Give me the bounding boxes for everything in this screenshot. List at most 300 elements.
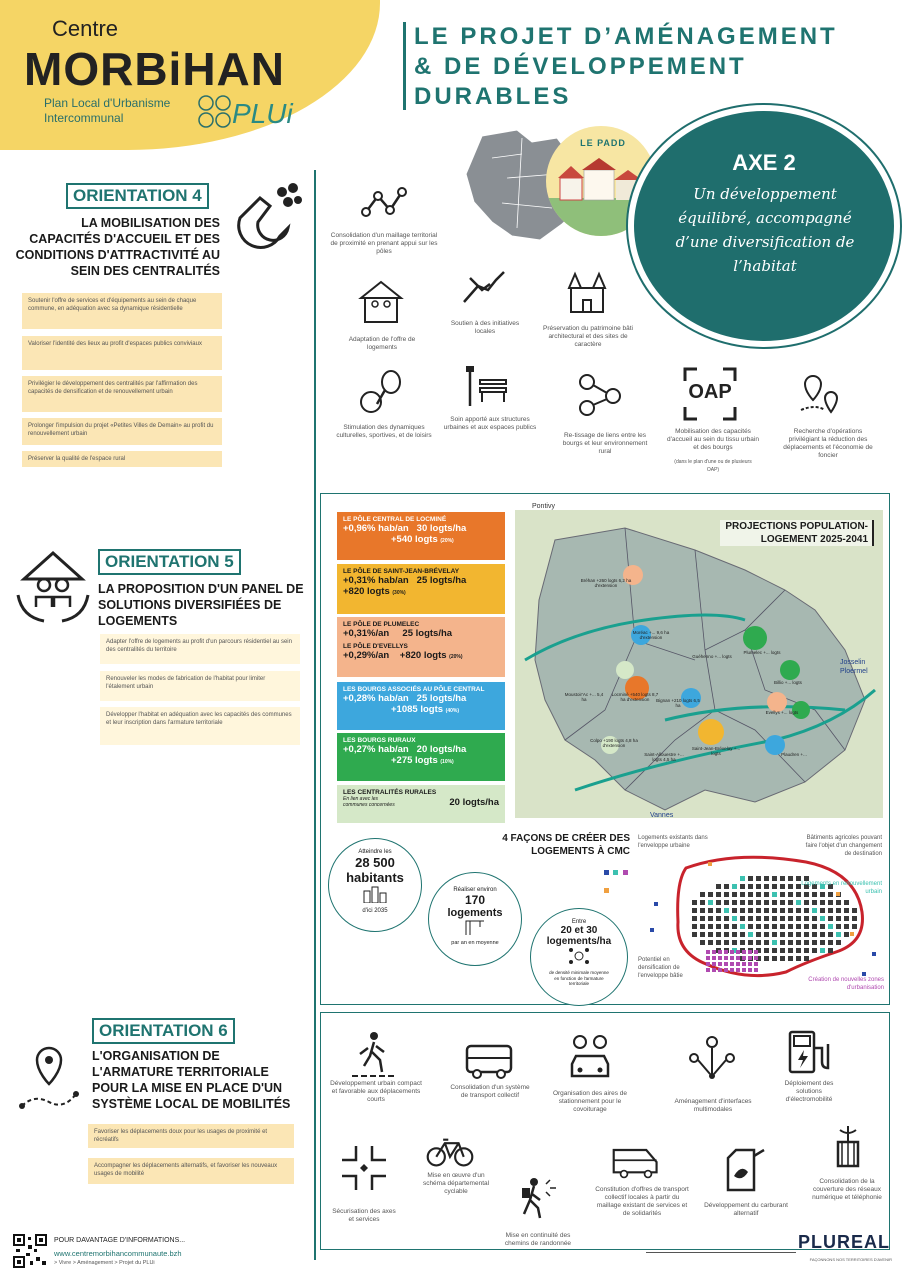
dwelling-square bbox=[732, 884, 737, 889]
icon-caption: Soin apporté aux structures urbaines et aux espaces publics bbox=[443, 416, 537, 431]
dwelling-square bbox=[772, 924, 777, 929]
projections-map bbox=[515, 510, 883, 818]
dwelling-square bbox=[764, 940, 769, 945]
bench-icon bbox=[462, 362, 510, 410]
dwelling-square bbox=[716, 916, 721, 921]
oap-icon bbox=[683, 367, 737, 421]
links-icon bbox=[575, 372, 623, 420]
four-ways-label: Potentiel en densification de l'enveloppe bâtie bbox=[638, 957, 683, 979]
dwelling-square bbox=[718, 962, 722, 966]
dwelling-square bbox=[788, 876, 793, 881]
dwelling-square bbox=[796, 956, 801, 961]
dwelling-square bbox=[812, 948, 817, 953]
dwelling-square bbox=[764, 892, 769, 897]
dwelling-square bbox=[724, 908, 729, 913]
bus-icon bbox=[465, 1036, 513, 1084]
dwelling-square bbox=[748, 950, 752, 954]
dwelling-square bbox=[740, 900, 745, 905]
dwelling-square bbox=[712, 956, 716, 960]
brand-plui: PLUi bbox=[232, 98, 293, 129]
dwelling-square bbox=[754, 962, 758, 966]
stat-centralites-rurales: LES CENTRALITÉS RURALES En lien avec les communes concernées 20 logts/ha bbox=[337, 785, 505, 823]
dwelling-square bbox=[788, 884, 793, 889]
dwelling-square bbox=[836, 908, 841, 913]
plureal-logo: PLUREAL bbox=[798, 1232, 890, 1252]
dwelling-square bbox=[724, 962, 728, 966]
icon-caption: Mise en œuvre d'un schéma départemental cyclable bbox=[422, 1172, 490, 1195]
housing-target: Réaliser environ 170 logements par an en moyenne bbox=[428, 872, 522, 966]
dwelling-square bbox=[836, 932, 841, 937]
map-commune-label: Moréac +... 9,6 ha d'extension bbox=[632, 630, 670, 640]
pedestrian-icon bbox=[350, 1030, 398, 1078]
dwelling-square bbox=[754, 950, 758, 954]
dwelling-square bbox=[772, 892, 777, 897]
dwelling-square bbox=[756, 876, 761, 881]
dwelling-square bbox=[692, 916, 697, 921]
dwelling-square bbox=[796, 932, 801, 937]
dwelling-square bbox=[742, 950, 746, 954]
dwelling-square bbox=[748, 968, 752, 972]
orientation-6-text: L'ORGANISATION DE L'ARMATURE TERRITORIALE POUR LA MISE EN PLACE D'UN SYSTÈME LOCAL DE MOBILITÉS bbox=[92, 1049, 291, 1111]
dwelling-square bbox=[828, 916, 833, 921]
dwelling-square bbox=[756, 924, 761, 929]
dwelling-square bbox=[700, 940, 705, 945]
icon-caption: Stimulation des dynamiques culturelles, sportives, et de loisirs bbox=[336, 424, 432, 439]
dwelling-square bbox=[748, 884, 753, 889]
dwelling-square bbox=[844, 916, 849, 921]
dwelling-square bbox=[742, 962, 746, 966]
dwelling-square bbox=[724, 940, 729, 945]
dwelling-square bbox=[788, 916, 793, 921]
dwelling-square bbox=[756, 908, 761, 913]
dwelling-square bbox=[692, 900, 697, 905]
dwelling-square bbox=[724, 900, 729, 905]
dwelling-square bbox=[796, 908, 801, 913]
dwelling-square bbox=[828, 924, 833, 929]
dwelling-square bbox=[812, 924, 817, 929]
van-icon bbox=[612, 1138, 660, 1186]
icon-caption: Consolidation d'un maillage territorial de proximité en prenant appui sur les pôles bbox=[330, 232, 438, 255]
handshake-icon bbox=[460, 262, 508, 310]
dwelling-square bbox=[788, 948, 793, 953]
dwelling-square bbox=[732, 916, 737, 921]
icon-caption: Adaptation de l'offre de logements bbox=[348, 336, 416, 351]
icon-caption: Préservation du patrimoine bâti architectural et des sites de caractère bbox=[543, 325, 633, 348]
family-hands-icon bbox=[14, 545, 92, 625]
padd-label: LE PADD bbox=[580, 138, 626, 148]
plureal-tagline: FAÇONNONS NOS TERRITOIRES D'AVENIR bbox=[809, 1257, 892, 1262]
dwelling-square bbox=[844, 932, 849, 937]
dwelling-square bbox=[716, 932, 721, 937]
icon-caption: Mise en continuité des chemins de randonnée bbox=[504, 1232, 572, 1247]
dwelling-square bbox=[820, 916, 825, 921]
dwelling-square bbox=[740, 908, 745, 913]
dwelling-square bbox=[820, 908, 825, 913]
map-label-vannes: Vannes bbox=[650, 812, 674, 819]
crossroad-icon bbox=[340, 1144, 388, 1192]
dwelling-square bbox=[732, 892, 737, 897]
dwelling-square bbox=[756, 892, 761, 897]
dwelling-square bbox=[700, 932, 705, 937]
dwelling-square bbox=[730, 962, 734, 966]
dwelling-square bbox=[756, 940, 761, 945]
map-commune-label: Guéhenno +... logts bbox=[692, 654, 732, 659]
dwelling-square bbox=[700, 908, 705, 913]
icon-caption: Déploiement des solutions d'électromobilité bbox=[784, 1080, 834, 1103]
dwelling-square bbox=[820, 940, 825, 945]
dwelling-square bbox=[708, 932, 713, 937]
dwelling-square bbox=[780, 884, 785, 889]
sports-icon bbox=[357, 368, 405, 416]
orientation-5-bullet-2: Renouveler les modes de fabrication de l'habitat pour limiter l'étalement urbain bbox=[100, 671, 300, 701]
dwelling-square bbox=[756, 932, 761, 937]
hiker-icon bbox=[510, 1174, 558, 1222]
dwelling-square bbox=[708, 892, 713, 897]
dwelling-square bbox=[724, 884, 729, 889]
dwelling-square bbox=[828, 932, 833, 937]
orientation-4-bullet-1: Soutenir l'offre de services et d'équipements au sein de chaque commune, en adéquation avec sa dynamique résidentielle bbox=[22, 293, 222, 329]
axe-subtitle: Un développement équilibré, accompagné d’une diversification de l’habitat bbox=[675, 185, 855, 275]
dwelling-square bbox=[796, 940, 801, 945]
dwelling-square bbox=[740, 932, 745, 937]
dwelling-square bbox=[772, 900, 777, 905]
buildings-icon bbox=[362, 885, 388, 903]
dwelling-square bbox=[796, 924, 801, 929]
dwelling-square bbox=[764, 932, 769, 937]
brand-morbihan: MORBiHAN bbox=[24, 43, 285, 95]
dwelling-square bbox=[780, 924, 785, 929]
stat-saint-jean: LE PÔLE DE SAINT-JEAN-BRÉVELAY +0,31% hab/an 25 logts/ha +820 logts (30%) bbox=[337, 564, 505, 614]
footer-divider bbox=[646, 1252, 796, 1253]
oap-label: OAP bbox=[688, 381, 732, 403]
stat-bourgs-ruraux: LES BOURGS RURAUX +0,27% hab/an 20 logts/ha +275 logts (10%) bbox=[337, 733, 505, 781]
orientation-5-bullet-1: Adapter l'offre de logements au profit d'un parcours résidentiel au sein des centralités du territoire bbox=[100, 634, 300, 664]
map-commune-label: Bignan +210 logts 6,5 ha bbox=[656, 698, 700, 708]
qr-code-icon bbox=[12, 1233, 48, 1269]
dwelling-square bbox=[804, 940, 809, 945]
dwelling-square bbox=[724, 950, 728, 954]
plui-logo-icon bbox=[198, 95, 232, 129]
dwelling-square bbox=[812, 940, 817, 945]
icon-caption: Consolidation de la couverture des réseaux numérique et téléphonie bbox=[812, 1178, 882, 1201]
footer-path: > Vivre > Aménagement > Projet du PLUi bbox=[54, 1260, 155, 1266]
dwelling-square bbox=[740, 884, 745, 889]
orientation-4-text: LA MOBILISATION DES CAPACITÉS D'ACCUEIL ET DES CONDITIONS D'ATTRACTIVITÉ AU SEIN DES CENTRALITÉS bbox=[15, 216, 220, 278]
dwelling-square bbox=[724, 892, 729, 897]
dwelling-square bbox=[708, 908, 713, 913]
dwelling-square bbox=[836, 916, 841, 921]
dwelling-square bbox=[756, 884, 761, 889]
dwelling-square bbox=[700, 924, 705, 929]
stat-locmine: LE PÔLE CENTRAL DE LOCMINÉ +0,96% hab/an 30 logts/ha +540 logts (20%) bbox=[337, 512, 505, 560]
dwelling-square bbox=[724, 968, 728, 972]
dwelling-square bbox=[748, 924, 753, 929]
dwelling-square bbox=[804, 924, 809, 929]
dwelling-square bbox=[712, 962, 716, 966]
dwelling-square bbox=[788, 932, 793, 937]
dwelling-square bbox=[780, 892, 785, 897]
dwelling-square bbox=[756, 916, 761, 921]
dwelling-square bbox=[804, 916, 809, 921]
dwelling-square bbox=[764, 956, 769, 961]
brand-centre: Centre bbox=[52, 16, 119, 41]
dwelling-square bbox=[748, 908, 753, 913]
density-icon bbox=[568, 947, 590, 965]
dwelling-square bbox=[732, 940, 737, 945]
title-bar bbox=[403, 22, 406, 110]
icon-note: (dans le plan d'une ou de plusieurs OAP) bbox=[674, 459, 752, 473]
dwelling-square bbox=[780, 916, 785, 921]
castle-icon bbox=[563, 268, 611, 316]
icon-caption: Développement du carburant alternatif bbox=[704, 1202, 788, 1217]
dwelling-square bbox=[742, 956, 746, 960]
dwelling-square bbox=[844, 924, 849, 929]
icon-caption: Consolidation d'un système de transport collectif bbox=[450, 1084, 530, 1099]
dwelling-square bbox=[820, 900, 825, 905]
dwelling-square bbox=[748, 962, 752, 966]
dwelling-square bbox=[716, 940, 721, 945]
dwelling-square bbox=[764, 884, 769, 889]
dwelling-square bbox=[764, 876, 769, 881]
map-pins-icon bbox=[795, 370, 843, 418]
map-commune-label: Saint-Jean-Brévelay +... logts bbox=[691, 746, 741, 756]
dwelling-square bbox=[820, 924, 825, 929]
fiber-icon bbox=[824, 1122, 872, 1170]
four-ways-title: 4 FAÇONS DE CRÉER DES LOGEMENTS À CMC bbox=[502, 833, 630, 857]
dwelling-square bbox=[736, 962, 740, 966]
dwelling-square bbox=[712, 968, 716, 972]
map-commune-label: Saint-Allouestre +... logts 4,5 ha bbox=[644, 752, 684, 762]
bicycle-icon bbox=[426, 1126, 474, 1174]
carpool-icon bbox=[566, 1034, 614, 1082]
dwelling-square bbox=[788, 900, 793, 905]
dwelling-square bbox=[716, 892, 721, 897]
dwelling-square bbox=[828, 908, 833, 913]
dwelling-square bbox=[796, 900, 801, 905]
route-pins-icon bbox=[14, 1044, 84, 1114]
dwelling-square bbox=[748, 956, 752, 960]
dwelling-square bbox=[724, 932, 729, 937]
dwelling-square bbox=[708, 916, 713, 921]
dwelling-square bbox=[796, 916, 801, 921]
dwelling-square bbox=[804, 956, 809, 961]
dwelling-square bbox=[740, 892, 745, 897]
map-commune-label: Bréhan +260 logts 6,2 ha d'extension bbox=[580, 578, 632, 588]
family-house-icon bbox=[357, 278, 405, 326]
dwelling-square bbox=[812, 932, 817, 937]
map-commune-label: Billio +... logts bbox=[774, 680, 802, 685]
orientation-5-label: ORIENTATION 5 bbox=[98, 549, 241, 575]
dwelling-square bbox=[836, 900, 841, 905]
dwelling-square bbox=[756, 900, 761, 905]
orientation-6-label: ORIENTATION 6 bbox=[92, 1018, 235, 1044]
dwelling-square bbox=[748, 892, 753, 897]
dwelling-square bbox=[852, 916, 857, 921]
map-commune-label: Locminé +540 logts 8,7 ha d'extension bbox=[611, 692, 659, 702]
map-commune-label: Moustoir'Ac +... 5,4 ha bbox=[564, 692, 604, 702]
dwelling-square bbox=[772, 940, 777, 945]
dwelling-square bbox=[754, 956, 758, 960]
network-icon bbox=[360, 180, 408, 228]
dwelling-square bbox=[654, 902, 658, 906]
dwelling-square bbox=[736, 950, 740, 954]
dwelling-square bbox=[718, 950, 722, 954]
map-commune-label: Colpo +190 logts 4,8 ha d'extension bbox=[590, 738, 638, 748]
four-ways-swatches bbox=[604, 862, 634, 868]
fuel-can-icon bbox=[720, 1146, 768, 1194]
density-target: Entre 20 et 30 logements/ha de densité minimale moyenne en fonction de l'armature territoriale bbox=[530, 908, 628, 1006]
orientation-6-bullet-2: Accompagner les déplacements alternatifs, et favoriser les nouveaux usages de mobilité bbox=[88, 1158, 294, 1184]
dwelling-square bbox=[736, 968, 740, 972]
icon-caption: Soutien à des initiatives locales bbox=[450, 320, 520, 335]
dwelling-square bbox=[812, 908, 817, 913]
stat-plumelec-evellys: LE PÔLE DE PLUMELEC +0,31%/an 25 logts/ha LE PÔLE D'EVELLYS +0,29%/an +820 logts (20%) bbox=[337, 617, 505, 677]
dwelling-square bbox=[692, 908, 697, 913]
dwelling-square bbox=[712, 950, 716, 954]
dwelling-square bbox=[780, 948, 785, 953]
dwelling-square bbox=[788, 940, 793, 945]
dwelling-square bbox=[706, 950, 710, 954]
dwelling-square bbox=[804, 908, 809, 913]
page-title: LE PROJET D’AMÉNAGEMENT & DE DÉVELOPPEMENT DURABLES bbox=[414, 23, 838, 110]
dwelling-square bbox=[780, 932, 785, 937]
four-ways-label: Création de nouvelles zones d'urbanisation bbox=[808, 977, 884, 991]
dwelling-square bbox=[804, 932, 809, 937]
dwelling-square bbox=[748, 900, 753, 905]
dwelling-square bbox=[772, 916, 777, 921]
dwelling-square bbox=[788, 956, 793, 961]
orientation-5-bullet-3: Développer l'habitat en adéquation avec les capacités des communes et leur inscription dans l'armature territoriale bbox=[100, 707, 300, 745]
dwelling-square bbox=[736, 956, 740, 960]
dwelling-square bbox=[772, 884, 777, 889]
dwelling-square bbox=[780, 876, 785, 881]
dwelling-square bbox=[780, 908, 785, 913]
dwelling-square bbox=[748, 876, 753, 881]
dwelling-square bbox=[732, 924, 737, 929]
dwelling-square bbox=[844, 908, 849, 913]
dwelling-square bbox=[772, 932, 777, 937]
dwelling-square bbox=[836, 940, 841, 945]
dwelling-square bbox=[692, 924, 697, 929]
dwelling-square bbox=[740, 876, 745, 881]
dwelling-square bbox=[804, 948, 809, 953]
dwelling-square bbox=[692, 932, 697, 937]
four-ways-label: Bâtiments agricoles pouvant faire l'objet d'un changement de destination bbox=[805, 835, 882, 857]
dwelling-square bbox=[820, 932, 825, 937]
orientation-6-bullet-1: Favoriser les déplacements doux pour les usages de proximité et récréatifs bbox=[88, 1124, 294, 1148]
dwelling-square bbox=[828, 900, 833, 905]
dwelling-square bbox=[844, 900, 849, 905]
nodes-icon bbox=[688, 1034, 736, 1082]
dwelling-square bbox=[716, 900, 721, 905]
dwelling-square bbox=[700, 900, 705, 905]
dwelling-square bbox=[812, 900, 817, 905]
dwelling-square bbox=[780, 956, 785, 961]
map-title: PROJECTIONS POPULATION-LOGEMENT 2025-2041 bbox=[720, 520, 874, 546]
dwelling-square bbox=[796, 948, 801, 953]
dwelling-square bbox=[804, 900, 809, 905]
dwelling-square bbox=[764, 908, 769, 913]
dwelling-square bbox=[748, 940, 753, 945]
dwelling-square bbox=[764, 916, 769, 921]
map-label-pontivy: Pontivy bbox=[532, 503, 555, 510]
icon-caption: Mobilisation des capacités d'accueil au sein du tissu urbain et des bourgs bbox=[667, 428, 759, 451]
dwelling-square bbox=[740, 916, 745, 921]
dwelling-square bbox=[820, 948, 825, 953]
dwelling-square bbox=[708, 940, 713, 945]
dwelling-square bbox=[724, 924, 729, 929]
dwelling-square bbox=[788, 924, 793, 929]
dwelling-square bbox=[706, 968, 710, 972]
map-label-josselin: Josselin Ploermel bbox=[840, 659, 868, 675]
dwelling-square bbox=[828, 940, 833, 945]
crane-icon bbox=[464, 919, 486, 935]
dwelling-square bbox=[706, 962, 710, 966]
magnet-icon bbox=[230, 178, 306, 258]
dwelling-square bbox=[700, 892, 705, 897]
dwelling-square bbox=[788, 892, 793, 897]
dwelling-square bbox=[812, 916, 817, 921]
dwelling-square bbox=[700, 916, 705, 921]
brand-plan: Plan Local d'Urbanisme Intercommunal bbox=[44, 96, 171, 125]
dwelling-square bbox=[740, 924, 745, 929]
dwelling-square bbox=[780, 900, 785, 905]
orientation-4-bullet-2: Valoriser l'identité des lieux au profit d'espaces publics conviviaux bbox=[22, 336, 222, 370]
dwelling-square bbox=[708, 924, 713, 929]
dwelling-square bbox=[724, 916, 729, 921]
icon-caption: Recherche d'opérations privilégiant la réduction des déplacements et l'économie de foncier bbox=[783, 428, 873, 459]
dwelling-square bbox=[772, 956, 777, 961]
dwelling-square bbox=[708, 900, 713, 905]
dwelling-square bbox=[772, 876, 777, 881]
dwelling-square bbox=[724, 956, 728, 960]
map-commune-label: Plaudren +... bbox=[781, 752, 807, 757]
population-target: Atteindre les 28 500 habitants d'ici 2035 bbox=[328, 838, 422, 932]
dwelling-square bbox=[780, 940, 785, 945]
footer-url[interactable]: www.centremorbihancommunaute.bzh bbox=[54, 1249, 182, 1258]
icon-caption: Organisation des aires de stationnement pour le covoiturage bbox=[552, 1090, 628, 1113]
dwelling-square bbox=[730, 950, 734, 954]
dwelling-square bbox=[716, 924, 721, 929]
dwelling-square bbox=[764, 948, 769, 953]
dwelling-square bbox=[748, 932, 753, 937]
dwelling-square bbox=[732, 908, 737, 913]
dwelling-square bbox=[650, 928, 654, 932]
orientation-4-bullet-4: Prolonger l'impulsion du projet «Petites Villes de Demain» au profit du renouvellement urbain bbox=[22, 418, 222, 445]
dwelling-square bbox=[852, 908, 857, 913]
dwelling-square bbox=[836, 924, 841, 929]
dwelling-square bbox=[718, 968, 722, 972]
dwelling-square bbox=[828, 948, 833, 953]
dwelling-square bbox=[708, 862, 712, 866]
four-ways-label: Logements en renouvellement urbain bbox=[801, 881, 882, 895]
stat-bourgs-associes: LES BOURGS ASSOCIÉS AU PÔLE CENTRAL +0,28% hab/an 25 logts/ha +1085 logts (40%) bbox=[337, 682, 505, 730]
dwelling-square bbox=[716, 908, 721, 913]
icon-caption: Développement urbain compact et favorable aux déplacements courts bbox=[330, 1080, 422, 1103]
orientation-5-text: LA PROPOSITION D'UN PANEL DE SOLUTIONS DIVERSIFIÉES DE LOGEMENTS bbox=[98, 582, 304, 628]
icon-caption: Aménagement d'interfaces multimodales bbox=[674, 1098, 752, 1113]
charging-icon bbox=[786, 1028, 834, 1076]
icon-caption: Sécurisation des axes et services bbox=[332, 1208, 396, 1223]
orientation-4-bullet-5: Préserver la qualité de l'espace rural bbox=[22, 451, 222, 467]
dwelling-square bbox=[772, 908, 777, 913]
dwelling-square bbox=[764, 924, 769, 929]
timeline-line bbox=[314, 170, 316, 1260]
dwelling-square bbox=[852, 924, 857, 929]
dwelling-square bbox=[732, 932, 737, 937]
dwelling-square bbox=[732, 900, 737, 905]
dwelling-square bbox=[706, 956, 710, 960]
